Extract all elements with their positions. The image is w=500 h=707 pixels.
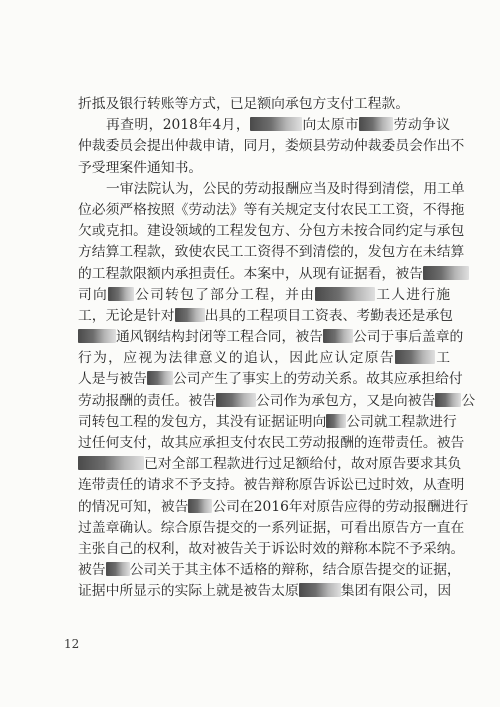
text-line: 位必须严格按照《劳动法》等有关规定支付农民工工资，不得拖 (78, 201, 465, 218)
redaction-mark (78, 329, 116, 343)
redaction-mark (423, 266, 469, 280)
text-line: 司向 公司转包了部分工程，并由 工人进行施 (78, 286, 451, 303)
text-line: 已对全部工程款进行过足额给付，故对原告要求其负 (78, 454, 450, 475)
redaction-mark (299, 583, 341, 597)
redaction-mark (435, 393, 461, 407)
redaction-mark (250, 117, 302, 131)
redaction-mark (395, 350, 435, 364)
body-text (78, 94, 476, 603)
text-line: 方结算工程款，致使农民工工资得不到清偿的，发包方在未结算 (78, 244, 465, 261)
text-line: 过任何支付，故其应承担支付农民工劳动报酬的连带责任。被告 (78, 435, 465, 451)
redaction-mark (323, 329, 353, 343)
text-line: 仲裁委员会提出仲裁申请，同月，娄烦县劳动仲裁委员会作出不 (78, 138, 465, 155)
text-line: 过盖章确认。综合原告提交的一系列证据，可看出原告方一直在 (78, 519, 465, 536)
text-line: 予受理案件通知书。 (78, 159, 203, 176)
text-line: 人是与被告 公司产生了事实上的劳动关系。故其应承担给付 (78, 371, 463, 388)
text-line: 的情况可知，被告 公司在2016年对原告应得的劳动报酬进行 (78, 498, 469, 515)
text-line: 的工程款限额内承担责任。本案中，从现有证据看，被告 (78, 264, 450, 285)
redaction-mark (106, 562, 130, 576)
text-line: 劳动报酬的责任。被告 公司作为承包方，又是向被告 公 (78, 392, 476, 409)
text-line: 欠或克扣。建设领域的工程发包方、分包方未按合同约定与承包 (78, 223, 465, 240)
text-line: 再查明，2018年4月， 向太原市 劳动争议 (106, 117, 451, 134)
redaction-mark (188, 499, 212, 513)
text-line: 工，无论是针对 出具的工程项目工资表、考勤表还是承包 (78, 307, 453, 324)
redaction-mark (78, 456, 144, 470)
redaction-mark (326, 414, 346, 428)
text-line: 被告 公司关于其主体不适格的辩称，结合原告提交的证据， (78, 562, 461, 579)
text-line: 主张自己的权利，故对被告关于诉讼时效的辩称本院不予采纳。 (78, 540, 465, 557)
redaction-mark (175, 308, 205, 322)
page-number: 12 (64, 637, 80, 651)
text-line: 行为，应视为法律意义的追认，因此应认定原告 工 (78, 350, 451, 367)
text-line: 连带责任的请求不予支持。被告辩称原告诉讼已过时效，从查明 (78, 477, 465, 494)
redaction-mark (108, 287, 134, 301)
redaction-mark (315, 287, 375, 301)
text-line: 一审法院认为，公民的劳动报酬应当及时得到清偿，用工单 (106, 180, 465, 197)
text-line: 证据中所显示的实际上就是被告太原 集团有限公司，因 (78, 583, 452, 600)
text-line: 折抵及银行转账等方式，已足额向承包方支付工程款。 (78, 96, 410, 112)
text-line: 通风钢结构封闭等工程合同，被告 公司于事后盖章的 (78, 327, 450, 348)
text-line: 司转包工程的发包方，其没有证据证明向 公司就工程款进行 (78, 413, 457, 430)
redaction-mark (216, 393, 256, 407)
redaction-mark (147, 371, 173, 385)
redaction-mark (359, 117, 393, 131)
